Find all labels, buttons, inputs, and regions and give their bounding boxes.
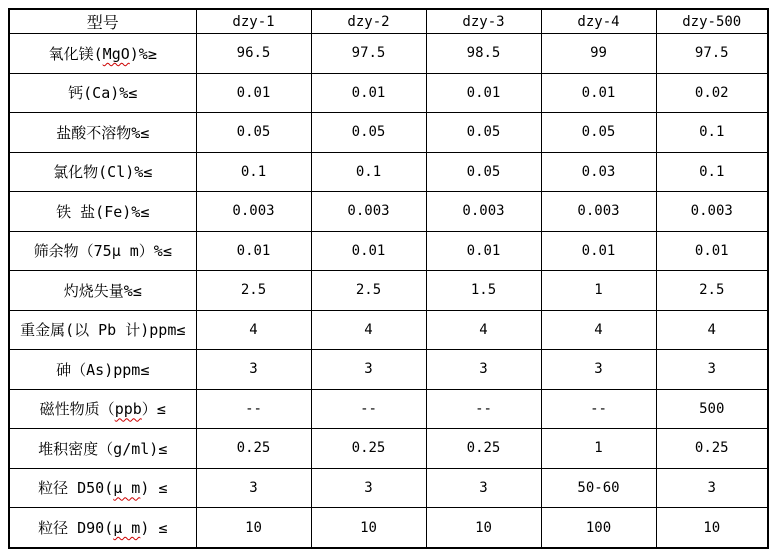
table-row xyxy=(9,389,768,429)
value-cell: 0.1 xyxy=(656,113,768,153)
value-cell: 0.01 xyxy=(426,73,541,113)
value-cell: 0.03 xyxy=(541,152,656,192)
value-cell: 99 xyxy=(541,34,656,74)
value-cell: 1 xyxy=(541,429,656,469)
table-row xyxy=(9,350,768,390)
row-label-cell: 砷（As)ppm≤ xyxy=(9,350,196,390)
spellcheck-wavy-underline: ppb xyxy=(114,400,142,419)
value-cell: 0.003 xyxy=(656,192,768,232)
table-row xyxy=(9,34,768,74)
row-label-cell: 磁性物质（ppb）≤ xyxy=(9,389,196,429)
model-header-dzy-3: dzy-3 xyxy=(426,9,541,34)
row-label-cell: 氯化物(Cl)%≤ xyxy=(9,152,196,192)
model-header-dzy-2: dzy-2 xyxy=(311,9,426,34)
value-cell: 100 xyxy=(541,508,656,549)
value-cell: -- xyxy=(426,389,541,429)
table-row xyxy=(9,468,768,508)
value-cell: 0.003 xyxy=(196,192,311,232)
value-cell: 4 xyxy=(541,310,656,350)
table-row xyxy=(9,310,768,350)
value-cell: 3 xyxy=(656,350,768,390)
value-cell: 0.003 xyxy=(311,192,426,232)
model-header-dzy-4: dzy-4 xyxy=(541,9,656,34)
table-row xyxy=(9,271,768,311)
row-label-cell: 铁 盐(Fe)%≤ xyxy=(9,192,196,232)
value-cell: 3 xyxy=(196,350,311,390)
value-cell: 0.05 xyxy=(311,113,426,153)
spellcheck-wavy-underline: μ m xyxy=(113,479,141,498)
value-cell: 0.01 xyxy=(656,231,768,271)
value-cell: 0.05 xyxy=(196,113,311,153)
value-cell: 1 xyxy=(541,271,656,311)
value-cell: 98.5 xyxy=(426,34,541,74)
product-spec-table xyxy=(8,8,769,549)
value-cell: 0.1 xyxy=(196,152,311,192)
table-row xyxy=(9,73,768,113)
value-cell: 3 xyxy=(311,350,426,390)
value-cell: 3 xyxy=(426,468,541,508)
value-cell: 4 xyxy=(311,310,426,350)
spec-table-body xyxy=(9,34,768,549)
value-cell: 0.05 xyxy=(426,113,541,153)
value-cell: 1.5 xyxy=(426,271,541,311)
value-cell: 10 xyxy=(196,508,311,549)
row-label-cell: 灼烧失量%≤ xyxy=(9,271,196,311)
table-row xyxy=(9,192,768,232)
header-row xyxy=(9,9,768,34)
value-cell: 0.25 xyxy=(426,429,541,469)
value-cell: 0.02 xyxy=(656,73,768,113)
table-row xyxy=(9,429,768,469)
row-label-cell: 筛余物（75μ m）%≤ xyxy=(9,231,196,271)
value-cell: -- xyxy=(196,389,311,429)
value-cell: 2.5 xyxy=(196,271,311,311)
table-row xyxy=(9,508,768,549)
table-row xyxy=(9,231,768,271)
table-row xyxy=(9,152,768,192)
row-label-cell: 钙(Ca)%≤ xyxy=(9,73,196,113)
value-cell: 0.01 xyxy=(426,231,541,271)
spec-table-container xyxy=(8,8,769,549)
value-cell: 10 xyxy=(656,508,768,549)
value-cell: 96.5 xyxy=(196,34,311,74)
row-label-cell: 氧化镁(MgO)%≥ xyxy=(9,34,196,74)
value-cell: 3 xyxy=(541,350,656,390)
value-cell: 0.25 xyxy=(196,429,311,469)
value-cell: -- xyxy=(541,389,656,429)
value-cell: 0.25 xyxy=(656,429,768,469)
value-cell: 2.5 xyxy=(656,271,768,311)
value-cell: 0.003 xyxy=(541,192,656,232)
value-cell: 3 xyxy=(426,350,541,390)
value-cell: 0.01 xyxy=(541,73,656,113)
value-cell: 3 xyxy=(311,468,426,508)
row-label-cell: 重金属(以 Pb 计)ppm≤ xyxy=(9,310,196,350)
value-cell: 0.05 xyxy=(426,152,541,192)
value-cell: -- xyxy=(311,389,426,429)
value-cell: 0.01 xyxy=(196,73,311,113)
value-cell: 0.05 xyxy=(541,113,656,153)
value-cell: 0.1 xyxy=(311,152,426,192)
value-cell: 97.5 xyxy=(311,34,426,74)
model-column-header: 型号 xyxy=(9,9,196,34)
spellcheck-wavy-underline: MgO xyxy=(102,44,130,63)
value-cell: 500 xyxy=(656,389,768,429)
value-cell: 0.01 xyxy=(311,231,426,271)
table-row xyxy=(9,113,768,153)
value-cell: 0.25 xyxy=(311,429,426,469)
value-cell: 10 xyxy=(311,508,426,549)
value-cell: 0.01 xyxy=(311,73,426,113)
value-cell: 0.01 xyxy=(196,231,311,271)
model-header-dzy-500: dzy-500 xyxy=(656,9,768,34)
value-cell: 50-60 xyxy=(541,468,656,508)
value-cell: 4 xyxy=(656,310,768,350)
value-cell: 0.003 xyxy=(426,192,541,232)
value-cell: 97.5 xyxy=(656,34,768,74)
value-cell: 0.1 xyxy=(656,152,768,192)
row-label-cell: 堆积密度（g/ml)≤ xyxy=(9,429,196,469)
value-cell: 3 xyxy=(196,468,311,508)
value-cell: 2.5 xyxy=(311,271,426,311)
value-cell: 3 xyxy=(656,468,768,508)
value-cell: 0.01 xyxy=(541,231,656,271)
model-header-dzy-1: dzy-1 xyxy=(196,9,311,34)
row-label-cell: 粒径 D50(μ m) ≤ xyxy=(9,468,196,508)
spellcheck-wavy-underline: μ m xyxy=(113,519,141,537)
value-cell: 10 xyxy=(426,508,541,549)
row-label-cell: 盐酸不溶物%≤ xyxy=(9,113,196,153)
value-cell: 4 xyxy=(426,310,541,350)
value-cell: 4 xyxy=(196,310,311,350)
row-label-cell: 粒径 D90(μ m) ≤ xyxy=(9,508,196,549)
